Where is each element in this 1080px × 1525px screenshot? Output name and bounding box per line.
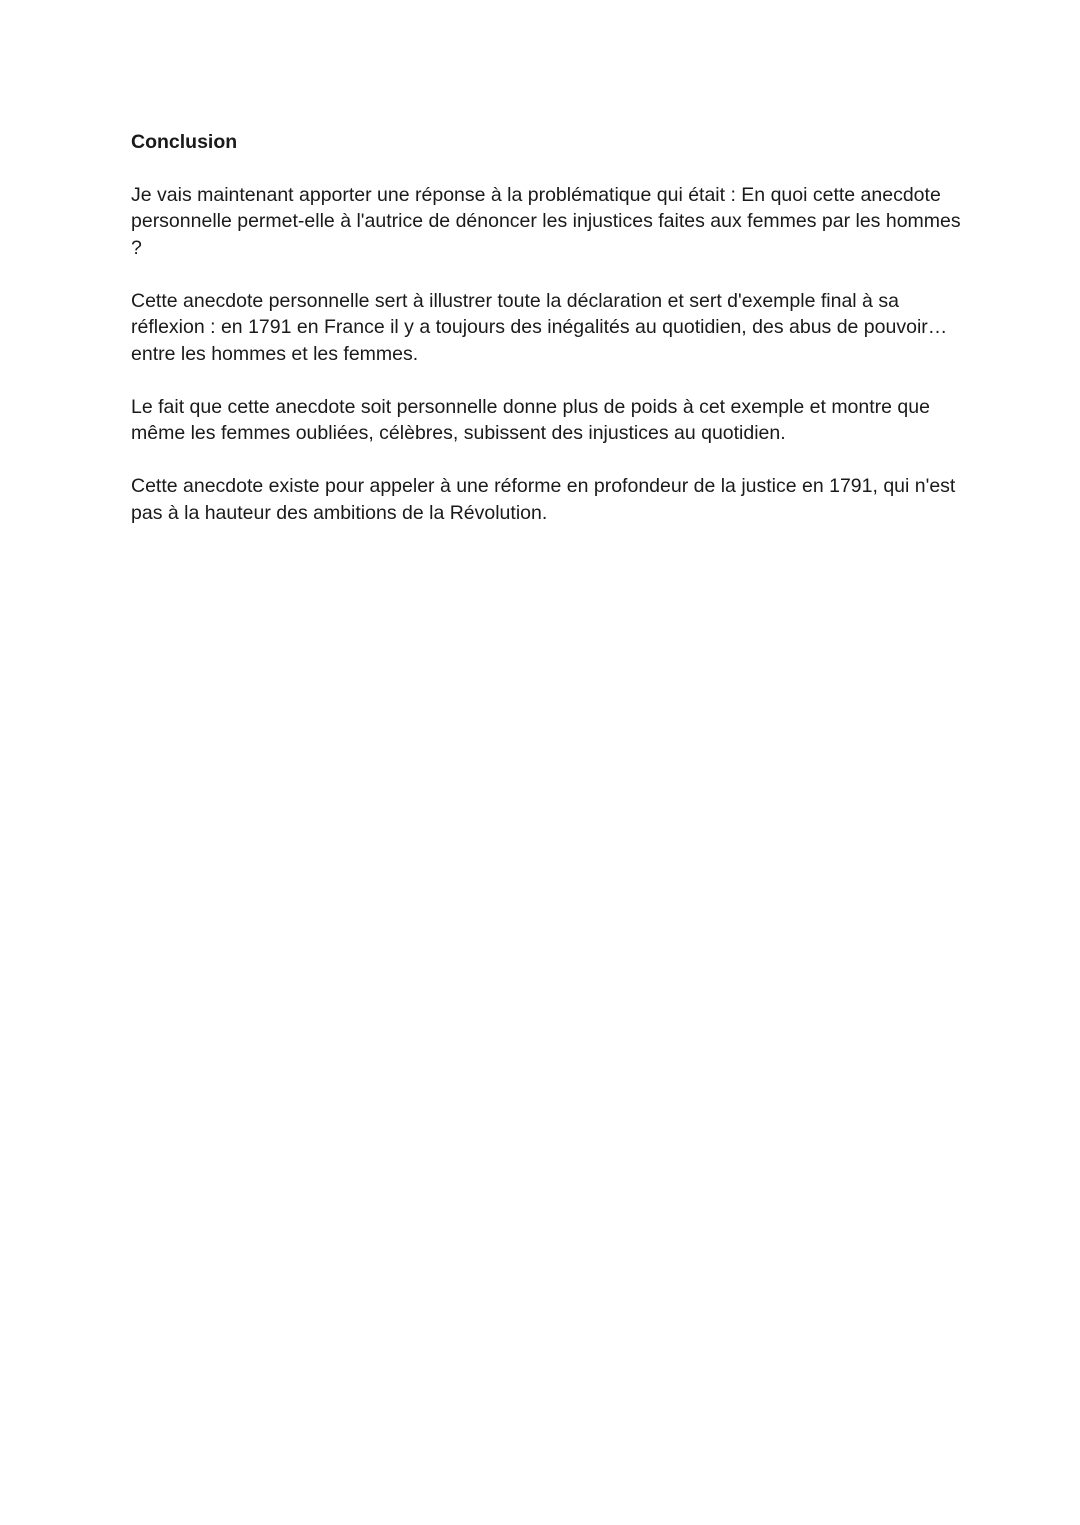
document-body (131, 129, 961, 553)
paragraph-personal-weight: Le fait que cette anecdote soit personnelle donne plus de poids à cet exemple et montre que même les femmes oubliées, célèbres, subissent des injustices au quotidien. (131, 395, 930, 444)
section-heading: Conclusion (131, 131, 238, 153)
paragraph-illustration: Cette anecdote personnelle sert à illustrer toute la déclaration et sert d'exemple final à sa réflexion : en 1791 en France il y a toujours des inégalités au quotidien, des abus de pouvoir… entre les hommes et les femmes. (131, 289, 948, 365)
paragraph-reform-call: Cette anecdote existe pour appeler à une réforme en profondeur de la justice en 1791, qui n'est pas à la hauteur des ambitions de la Révolution. (131, 475, 956, 524)
paragraph-problematique: Je vais maintenant apporter une réponse à la problématique qui était : En quoi cette anecdote personnelle permet-elle à l'autrice de dénoncer les injustices faites aux femmes par les hommes ? (131, 183, 961, 259)
